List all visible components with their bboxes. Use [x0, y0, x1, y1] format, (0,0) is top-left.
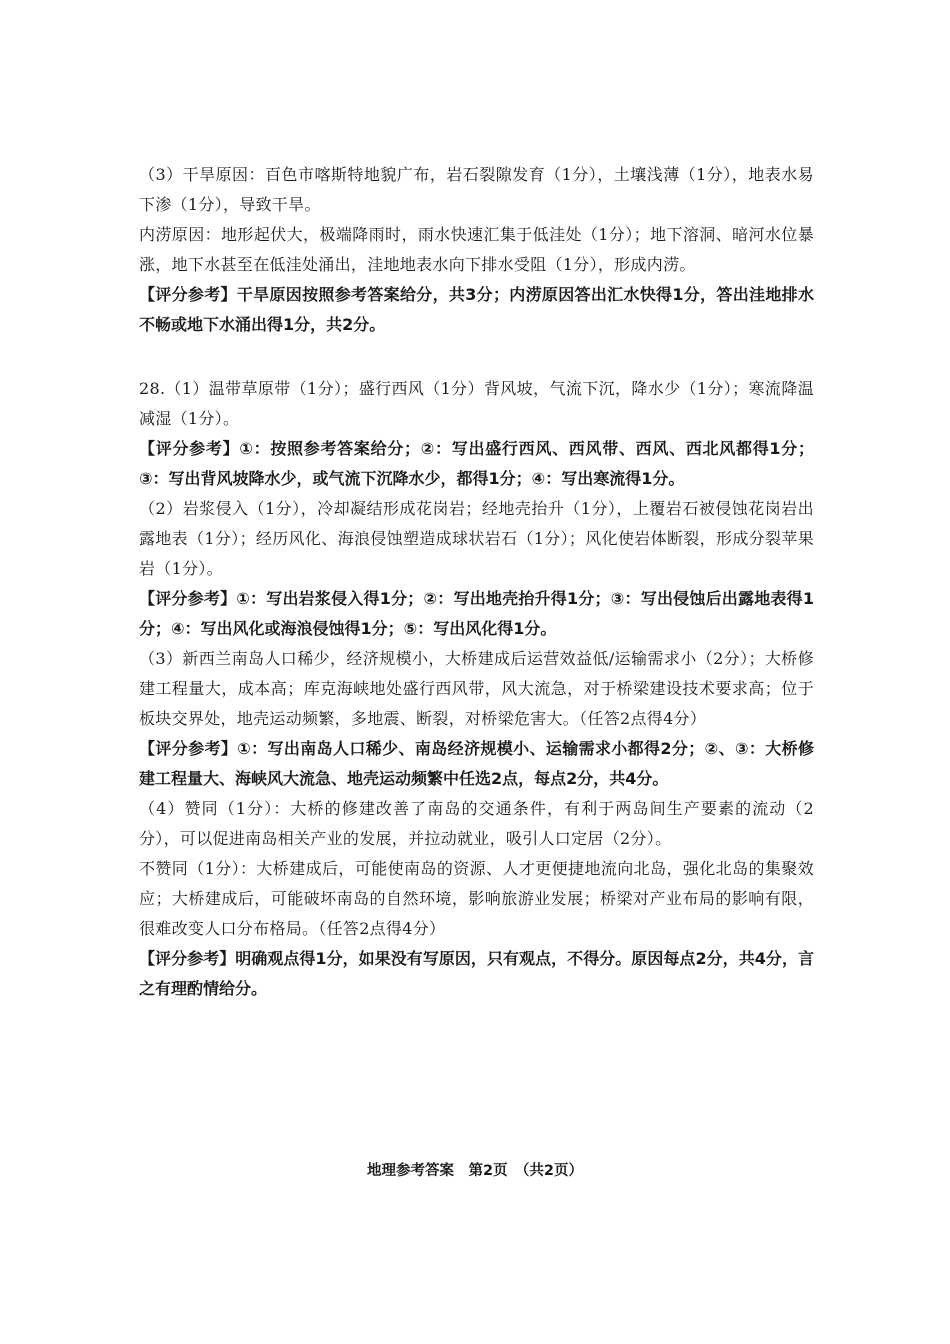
q28-3-scoring-reference: 【评分参考】①：写出南岛人口稀少、南岛经济规模小、运输需求小都得2分；②、③：大桥修建工程量大、海峡风大流急、地壳运动频繁中任选2点，每点2分，共4分。: [139, 739, 814, 788]
q28-4-agree-answer: （4）赞同（1分）：大桥的修建改善了南岛的交通条件，有利于两岛间生产要素的流动（2分），可以促进南岛相关产业的发展，并拉动就业，吸引人口定居（2分）。: [139, 799, 814, 848]
page-footer: 地理参考答案 第2页 （共2页）: [367, 1163, 583, 1179]
q27-3-drought-answer: （3）干旱原因：百色市喀斯特地貌广布，岩石裂隙发育（1分），土壤浅薄（1分），地表水易下渗（1分），导致干旱。: [139, 165, 814, 214]
q27-3-flood-answer: 内涝原因：地形起伏大，极端降雨时，雨水快速汇集于低洼处（1分）；地下溶洞、暗河水位暴涨，地下水甚至在低洼处涌出，洼地地表水向下排水受阻（1分），形成内涝。: [139, 225, 814, 274]
q28-4-disagree-answer: 不赞同（1分）：大桥建成后，可能使南岛的资源、人才更便捷地流向北岛，强化北岛的集聚效应；大桥建成后，可能破坏南岛的自然环境，影响旅游业发展；桥梁对产业布局的影响有限，很难改变人口分布格局。（任答2点得4分）: [139, 859, 814, 938]
section-gap: [139, 340, 814, 374]
q28-4-scoring-reference: 【评分参考】明确观点得1分，如果没有写原因，只有观点，不得分。原因每点2分，共4分，言之有理酌情给分。: [139, 949, 814, 998]
q28-2-scoring-reference: 【评分参考】①：写出岩浆侵入得1分；②：写出地壳抬升得1分；③：写出侵蚀后出露地表得1分；④：写出风化或海浪侵蚀得1分；⑤：写出风化得1分。: [139, 589, 814, 638]
q28-1-scoring-reference: 【评分参考】①：按照参考答案给分；②：写出盛行西风、西风带、西风、西北风都得1分；③：写出背风坡降水少，或气流下沉降水少，都得1分；④：写出寒流得1分。: [139, 439, 814, 488]
answer-content: [139, 160, 814, 1004]
q28-3-answer: （3）新西兰南岛人口稀少，经济规模小，大桥建成后运营效益低/运输需求小（2分）；大桥修建工程量大，成本高；库克海峡地处盛行西风带，风大流急，对于桥梁建设技术要求高；位于板块交界处，地壳运动频繁，多地震、断裂，对桥梁危害大。（任答2点得4分）: [139, 649, 814, 728]
q28-1-answer: 28.（1）温带草原带（1分）；盛行西风（1分）背风坡，气流下沉，降水少（1分）；寒流降温减湿（1分）。: [139, 379, 814, 428]
q27-3-scoring-reference: 【评分参考】干旱原因按照参考答案给分，共3分；内涝原因答出汇水快得1分，答出洼地排水不畅或地下水涌出得1分，共2分。: [139, 285, 814, 334]
q28-2-answer: （2）岩浆侵入（1分），冷却凝结形成花岗岩；经地壳抬升（1分），上覆岩石被侵蚀花岗岩出露地表（1分）；经历风化、海浪侵蚀塑造成球状岩石（1分）；风化使岩体断裂，形成分裂苹果岩（1分）。: [139, 499, 814, 578]
